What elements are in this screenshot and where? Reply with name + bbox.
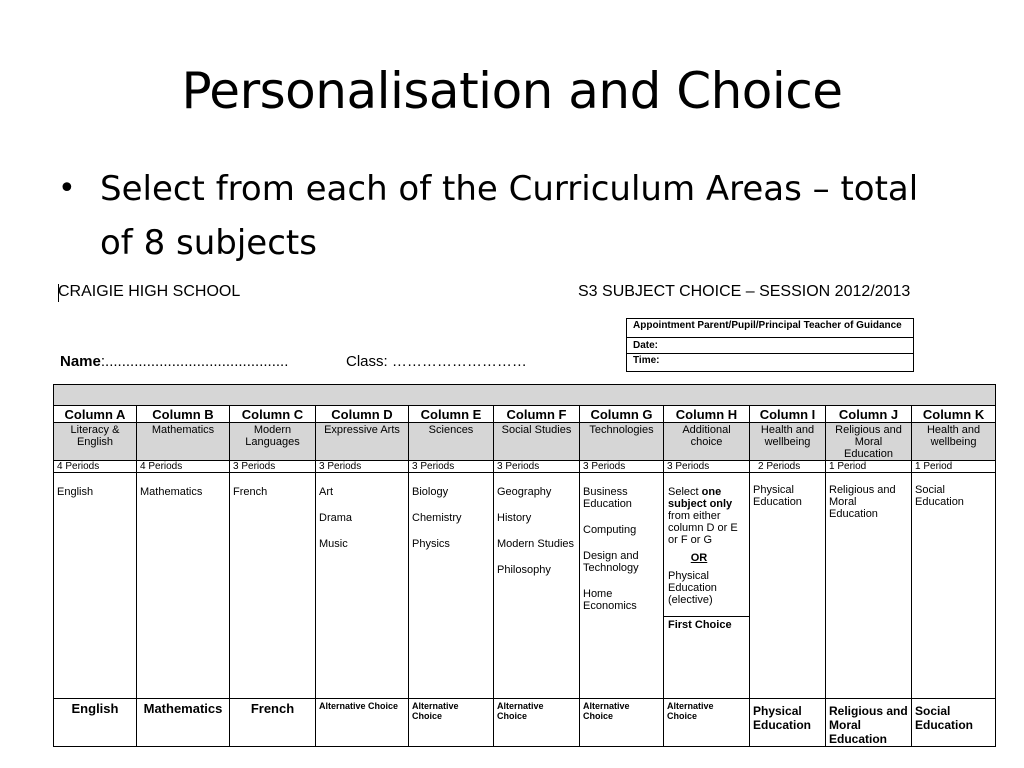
session-title: S3 SUBJECT CHOICE – SESSION 2012/2013 <box>578 283 911 300</box>
subject-option: Geography <box>497 486 552 498</box>
appointment-label: Appointment Parent/Pupil/Principal Teacher of Guidance <box>633 320 902 331</box>
subject-cell-h <box>664 473 750 699</box>
column-header: Column I <box>750 406 826 423</box>
periods-row <box>54 461 996 473</box>
alternative-choice: Alternative Choice <box>494 699 580 747</box>
class-field <box>346 353 527 370</box>
subject-option: Mathematics <box>140 486 203 498</box>
select-emphasis: one subject only <box>668 486 733 510</box>
final-choice: English <box>54 699 137 747</box>
curriculum-area-row <box>54 423 996 461</box>
subject-option: Religious and Moral Education <box>829 484 896 520</box>
periods-cell: 3 Periods <box>664 461 750 473</box>
subject-cell-i <box>750 473 826 699</box>
subject-option: Design and Technology <box>583 550 639 574</box>
curriculum-area: Technologies <box>580 423 664 461</box>
column-header: Column K <box>912 406 996 423</box>
subject-option: Art <box>319 486 334 498</box>
column-header: Column J <box>826 406 912 423</box>
subject-option: Philosophy <box>497 564 551 576</box>
subject-option: English <box>57 486 94 498</box>
subject-option: Biology <box>412 486 449 498</box>
class-dots: : ……………………… <box>383 353 527 370</box>
curriculum-area: Mathematics <box>137 423 230 461</box>
subject-option: Drama <box>319 512 353 524</box>
periods-cell: 2 Periods <box>750 461 826 473</box>
final-choice: Physical Education <box>750 699 826 747</box>
subject-option: Social Education <box>915 484 964 508</box>
periods-cell: 3 Periods <box>230 461 316 473</box>
column-header: Column A <box>54 406 137 423</box>
name-label: Name <box>60 353 101 370</box>
date-label: Date: <box>633 340 659 351</box>
subject-option: Chemistry <box>412 512 462 524</box>
bullet-dot-icon: • <box>58 171 76 206</box>
subject-cell-j <box>826 473 912 699</box>
periods-cell: 3 Periods <box>494 461 580 473</box>
name-field <box>60 353 288 370</box>
alternative-choice: Alternative Choice <box>316 699 409 747</box>
column-header: Column B <box>137 406 230 423</box>
class-label: Class <box>346 353 384 370</box>
curriculum-area: Literacy & English <box>54 423 137 461</box>
subject-option: Modern Studies <box>497 538 575 550</box>
curriculum-area: Sciences <box>409 423 494 461</box>
subject-cell-a <box>54 473 137 699</box>
column-header-row <box>54 406 996 423</box>
column-header: Column H <box>664 406 750 423</box>
curriculum-area: Health and wellbeing <box>912 423 996 461</box>
periods-cell: 1 Period <box>912 461 996 473</box>
alternative-choice: Alternative Choice <box>664 699 750 747</box>
subject-option: Home Economics <box>583 588 637 612</box>
column-header: Column D <box>316 406 409 423</box>
subject-cell-c <box>230 473 316 699</box>
subject-choice-table <box>53 384 996 747</box>
slide-title: Personalisation and Choice <box>181 62 843 120</box>
curriculum-area: Modern Languages <box>230 423 316 461</box>
school-name: CRAIGIE HIGH SCHOOL <box>58 283 241 300</box>
periods-cell: 4 Periods <box>137 461 230 473</box>
subject-option: Physical Education <box>753 484 802 508</box>
periods-cell: 4 Periods <box>54 461 137 473</box>
final-choice: Mathematics <box>137 699 230 747</box>
curriculum-area: Religious and Moral Education <box>826 423 912 461</box>
or-divider: OR <box>690 552 708 564</box>
time-label: Time: <box>633 355 660 366</box>
alternative-choice: Alternative Choice <box>580 699 664 747</box>
subject-cell-f <box>494 473 580 699</box>
column-header: Column C <box>230 406 316 423</box>
periods-cell: 1 Period <box>826 461 912 473</box>
pe-elective: Physical Education (elective) <box>668 570 717 606</box>
name-dots: :............................................ <box>100 353 289 370</box>
curriculum-area: Additional choice <box>664 423 750 461</box>
additional-choice-instructions <box>664 473 749 617</box>
bullet-text: Select from each of the Curriculum Areas – total of 8 subjects <box>100 169 919 263</box>
subject-cell-g <box>580 473 664 699</box>
periods-cell: 3 Periods <box>316 461 409 473</box>
curriculum-area: Health and wellbeing <box>750 423 826 461</box>
column-header: Column F <box>494 406 580 423</box>
first-choice-label: First Choice <box>668 619 732 631</box>
column-header: Column G <box>580 406 664 423</box>
subject-options-row <box>54 473 996 699</box>
final-choice: Social Education <box>912 699 996 747</box>
subject-option: Business Education <box>583 486 632 510</box>
subject-cell-e <box>409 473 494 699</box>
subject-option: Physics <box>412 538 450 550</box>
final-choice: Religious and Moral Education <box>826 699 912 747</box>
curriculum-area: Social Studies <box>494 423 580 461</box>
subject-cell-b <box>137 473 230 699</box>
select-prefix: Select <box>668 486 702 498</box>
subject-option: Music <box>319 538 348 550</box>
appointment-box <box>626 318 914 372</box>
final-choice-row <box>54 699 996 747</box>
subject-option: Computing <box>583 524 637 536</box>
shaded-top-row <box>54 385 996 406</box>
final-choice: French <box>230 699 316 747</box>
subject-option: History <box>497 512 532 524</box>
subject-option: French <box>233 486 268 498</box>
curriculum-area: Expressive Arts <box>316 423 409 461</box>
subject-cell-k <box>912 473 996 699</box>
subject-cell-d <box>316 473 409 699</box>
periods-cell: 3 Periods <box>409 461 494 473</box>
periods-cell: 3 Periods <box>580 461 664 473</box>
select-rest: from either column D or E or F or G <box>668 510 738 546</box>
alternative-choice: Alternative Choice <box>409 699 494 747</box>
column-header: Column E <box>409 406 494 423</box>
